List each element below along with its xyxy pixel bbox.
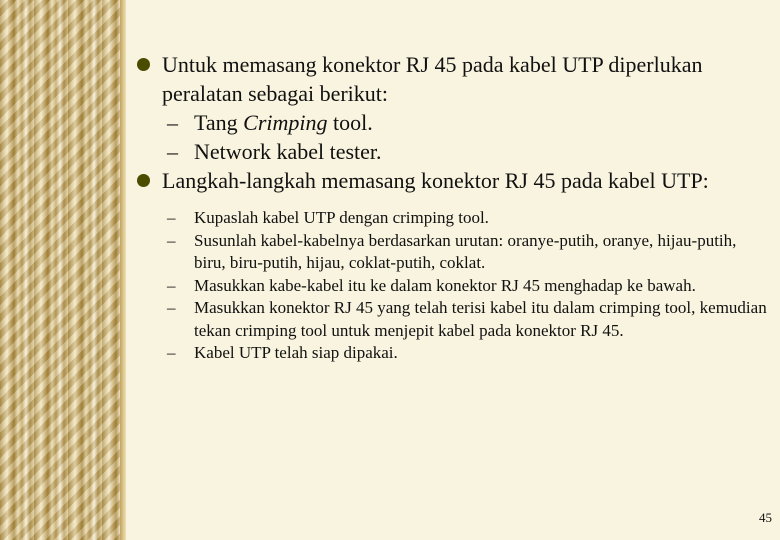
sub-text-suffix: tool. [327, 110, 373, 135]
bullet-dot-icon [137, 58, 150, 71]
sub-text: Network kabel tester. [194, 139, 382, 164]
step-text: Masukkan konektor RJ 45 yang telah terisi kabel itu dalam crimping tool, kemudian tekan crimping tool untuk menjepit kabel pada konektor RJ 45. [194, 298, 767, 340]
step-item [134, 297, 770, 342]
step-item [134, 207, 770, 230]
step-item [134, 342, 770, 365]
sub-item [134, 137, 770, 166]
step-text: Susunlah kabel-kabelnya berdasarkan urutan: oranye-putih, oranye, hijau-putih, biru, biru-putih, hijau, coklat-putih, coklat. [194, 230, 737, 272]
step-item [134, 230, 770, 275]
step-item [134, 275, 770, 298]
step-text: Masukkan kabe-kabel itu ke dalam konektor RJ 45 menghadap ke bawah. [194, 275, 696, 295]
dash-icon: – [167, 110, 178, 135]
sub-text-italic: Crimping [243, 110, 328, 135]
bullet-text: Untuk memasang konektor RJ 45 pada kabel UTP diperlukan peralatan sebagai berikut: [162, 52, 703, 106]
sub-text-prefix: Tang [194, 110, 244, 135]
sub-item [134, 108, 770, 137]
bullet-item [134, 50, 770, 108]
slide-content [134, 50, 770, 365]
dash-icon: – [167, 275, 176, 295]
bullet-item [134, 166, 770, 195]
page-number: 45 [759, 510, 772, 525]
bullet-dot-icon [137, 174, 150, 187]
step-text: Kabel UTP telah siap dipakai. [194, 343, 398, 362]
dash-icon: – [167, 208, 176, 227]
dash-icon: – [167, 343, 176, 362]
decorative-border [0, 0, 126, 540]
step-text: Kupaslah kabel UTP dengan crimping tool. [194, 208, 489, 227]
dash-icon: – [167, 298, 176, 317]
dash-icon: – [167, 230, 176, 250]
dash-icon: – [167, 139, 178, 164]
bullet-text: Langkah-langkah memasang konektor RJ 45 pada kabel UTP: [162, 168, 709, 193]
